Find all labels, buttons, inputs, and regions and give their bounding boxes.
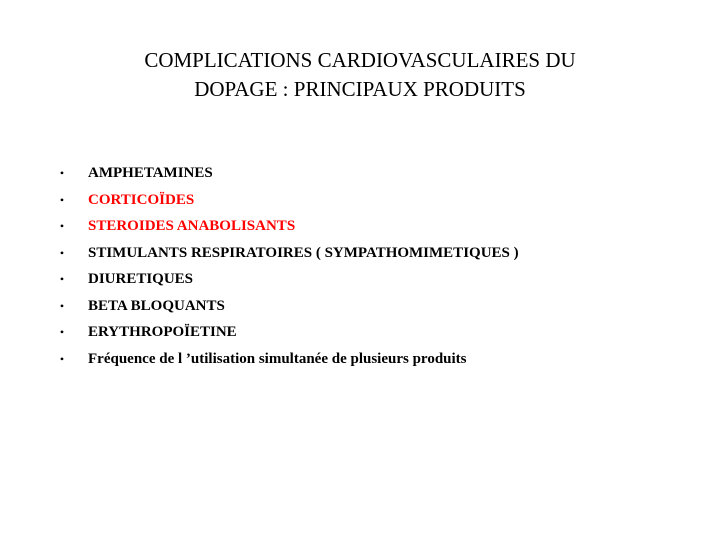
bullet-text: DIURETIQUES — [88, 271, 194, 287]
bullet-dot-icon: • — [59, 351, 65, 366]
bullet-dot-icon: • — [59, 298, 65, 313]
bullet-text: STEROIDES ANABOLISANTS — [88, 218, 296, 234]
bullet-item-corticoides — [56, 187, 519, 214]
bullet-text: BETA BLOQUANTS — [88, 297, 225, 314]
slide-title — [60, 46, 660, 104]
bullet-item-stimulants-respiratoires — [56, 240, 519, 267]
bullet-item-frequence — [56, 346, 519, 373]
bullet-text: STIMULANTS RESPIRATOIRES ( SYMPATHOMIMETIQUES ) — [88, 244, 519, 261]
bullet-text: CORTICOÏDES — [88, 191, 195, 208]
bullet-item-amphetamines — [56, 160, 519, 187]
bullet-text: ERYTHROPOÏETINE — [88, 324, 237, 340]
bullet-dot-icon: • — [59, 192, 65, 207]
bullet-dot-icon: • — [59, 245, 65, 260]
bullet-text: AMPHETAMINES — [88, 165, 213, 181]
bullet-dot-icon: • — [59, 166, 65, 180]
bullet-dot-icon: • — [59, 272, 65, 286]
bullet-item-beta-bloquants — [56, 293, 519, 320]
bullet-text: Fréquence de l ’utilisation simultanée de plusieurs produits — [88, 350, 467, 367]
bullet-dot-icon: • — [59, 325, 65, 339]
bullet-item-steroides-anabolisants — [56, 213, 519, 240]
slide-title-line-2: DOPAGE : PRINCIPAUX PRODUITS — [194, 77, 526, 101]
slide-title-line-1: COMPLICATIONS CARDIOVASCULAIRES DU — [144, 48, 576, 72]
bullet-list — [56, 160, 519, 372]
bullet-item-erythropoietine — [56, 319, 519, 346]
bullet-dot-icon: • — [59, 219, 65, 233]
bullet-item-diuretiques — [56, 266, 519, 293]
